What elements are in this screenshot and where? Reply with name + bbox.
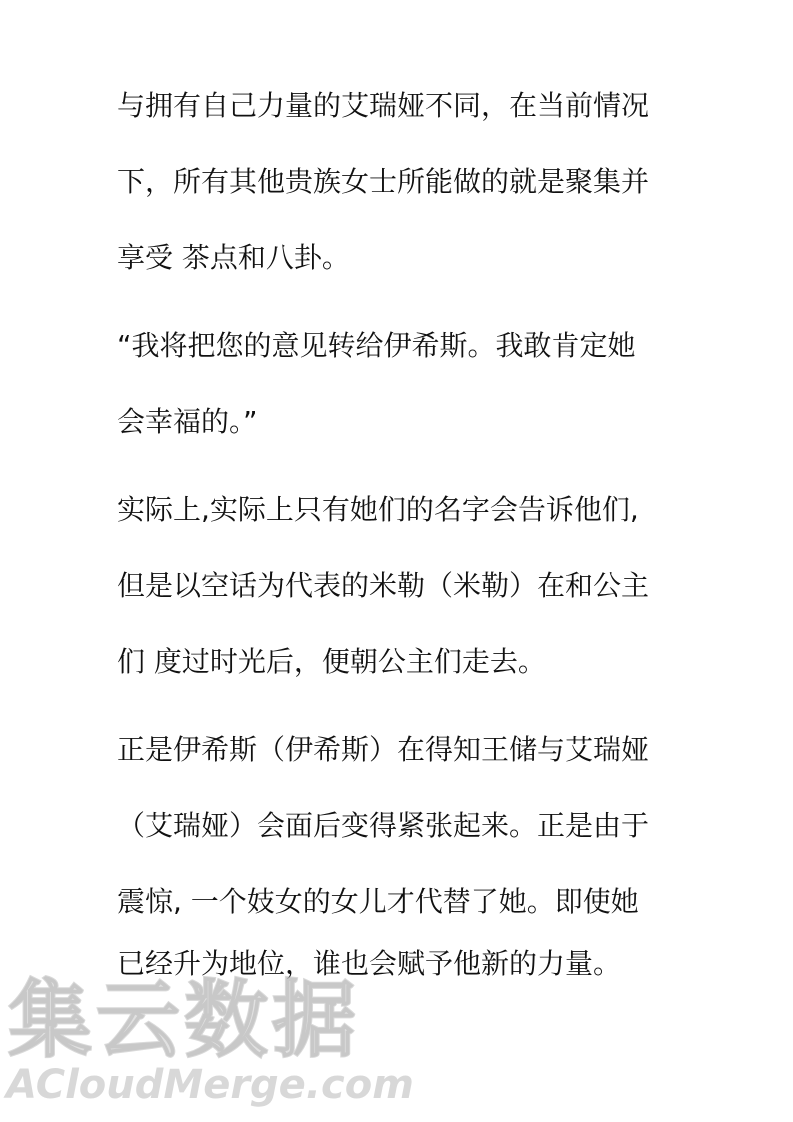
text-line-4: “我将把您的意见转给伊希斯。我敢肯定她	[117, 329, 636, 362]
watermark-chinese: 集云数据	[8, 971, 361, 1069]
watermark	[0, 971, 414, 1115]
text-line-8: 们 度过时光后，便朝公主们走去。	[117, 645, 546, 678]
text-line-7: 但是以空话为代表的米勒（米勒）在和公主	[117, 569, 650, 602]
text-line-9: 正是伊希斯（伊希斯）在得知王储与艾瑞娅	[117, 733, 650, 766]
text-line-3: 享受 茶点和八卦。	[117, 241, 350, 274]
text-line-5: 会幸福的。”	[117, 405, 258, 438]
watermark-english: ACloudMerge.com	[6, 1062, 414, 1108]
text-line-2: 下，所有其他贵族女士所能做的就是聚集并	[117, 165, 650, 198]
text-line-6: 实际上,实际上只有她们的名字会告诉他们,	[117, 493, 639, 526]
text-line-1: 与拥有自己力量的艾瑞娅不同，在当前情况	[117, 89, 650, 122]
text-line-11: 震惊, 一个妓女的女儿才代替了她。即使她	[117, 885, 639, 918]
text-line-10: （艾瑞娅）会面后变得紧张起来。正是由于	[117, 809, 650, 842]
text-line-12: 已经升为地位，谁也会赋予他新的力量。	[117, 947, 622, 980]
